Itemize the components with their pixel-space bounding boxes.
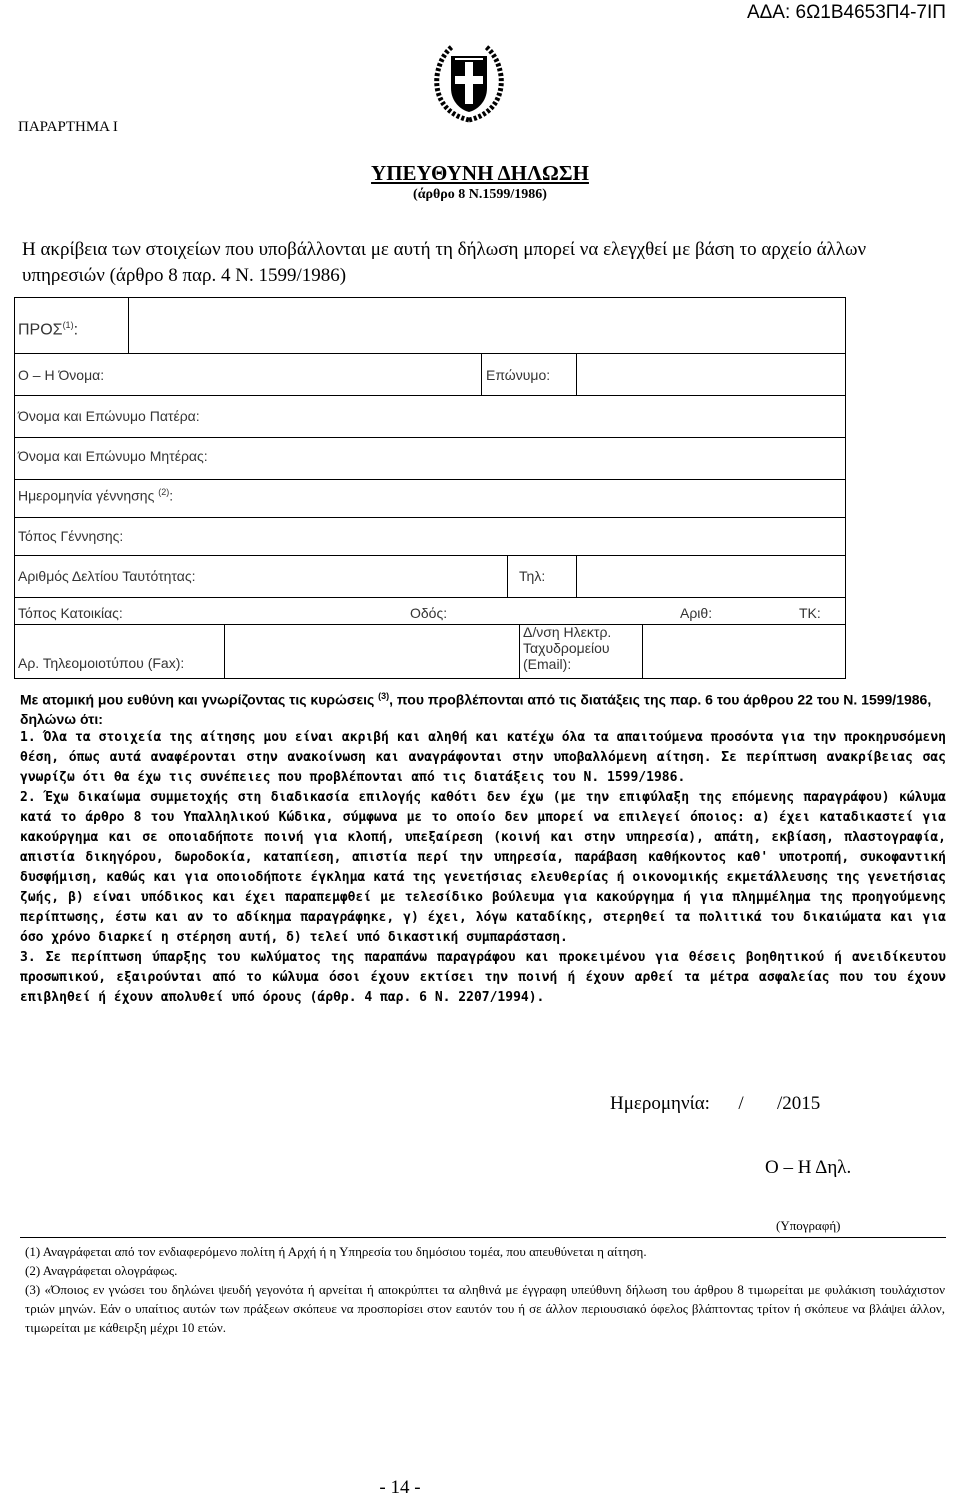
footnote-3: (3) «Όποιος εν γνώσει του δηλώνει ψευδή γεγονότα ή αρνείται ή αποκρύπτει τα αληθινά με έγγραφη υπεύθυνη δήλωση του άρθρου 8 τιμωρείται με φυλάκιση τουλάχιστον τριών μηνών. Εάν ο υπαίτιος αυτών των πράξεων σκόπευε να προσπορίσει στον εαυτόν του ή σε άλλον περιουσιακό όφελος βλάπτοντας τρίτον ή σκόπευε να βλάψει άλλον, τιμωρείται με κάθειρξη μέχρι 10 ετών.	[25, 1282, 945, 1335]
clause-3: 3. Σε περίπτωση ύπαρξης του κωλύματος της παραπάνω παραγράφου και προκειμένου για θέσεις βοηθητικού ή ανειδίκευτου προσωπικού, εξαιρούνται από το κώλυμα όσοι έχουν εκτίσει την ποινή ή έχουν αρθεί τα μέτρα ασφαλείας που του έχουν επιβληθεί ή έχουν απολυθεί υπό όρους (άρθρ. 4 παρ. 6 Ν. 2207/1994).	[20, 950, 946, 1005]
signature-date: Ημερομηνία: / /2015	[610, 1093, 821, 1114]
intro-text: Η ακρίβεια των στοιχείων που υποβάλλονται με αυτή τη δήλωση μπορεί να ελεγχθεί με βάση το αρχείο άλλων υπηρεσιών (άρθρο 8 παρ. 4 Ν. 1599/1986)	[22, 239, 867, 286]
form-line	[14, 517, 846, 518]
declarant-label: Ο – Η Δηλ.	[765, 1157, 852, 1178]
footnote-2: (2) Αναγράφεται ολογράφως.	[25, 1263, 178, 1278]
birthdate-label: Ημερομηνία γέννησης $^{(2)}$:	[18, 487, 174, 504]
form-line	[14, 437, 846, 438]
clause-1: 1. Όλα τα στοιχεία της αίτησης μου είναι ακριβή και αληθή και κατέχω όλα τα απαιτούμενα προσόντα για την προκηρυσόμενη θέση, όπως αυτά αναφέρονται στην ανακοίνωση και αναγράφονται στην υποβαλλόμενη αίτηση. Σε περίπτωση ανακρίβειας σας γνωρίζω ότι θα έχω τις συνέπειες που προβλέπονται από τις διατάξεις του Ν. 1599/1986.	[20, 730, 946, 785]
footnotes-divider	[20, 1237, 946, 1238]
street-number-label: Αριθ:	[680, 605, 713, 621]
to-label: ΠΡΟΣ$^{(1)}$:	[18, 320, 79, 339]
email-label: Δ/νση Ηλεκτρ. Ταχυδρομείου (Email):	[523, 624, 612, 672]
form-line	[14, 678, 846, 679]
document-subtitle: (άρθρο 8 Ν.1599/1986)	[413, 187, 547, 202]
id-number-label: Αριθμός Δελτίου Ταυτότητας:	[18, 568, 196, 584]
declaration-clauses	[20, 728, 946, 1008]
greek-coat-of-arms-icon	[431, 40, 507, 124]
father-name-label: Όνομα και Επώνυμο Πατέρα:	[18, 408, 200, 424]
form-line	[845, 297, 846, 679]
residence-label: Τόπος Κατοικίας:	[18, 605, 123, 621]
form-line	[14, 597, 846, 598]
page-number: - 14 -	[379, 1477, 421, 1498]
footnotes	[25, 1242, 945, 1337]
name-label: Ο – Η Όνομα:	[18, 367, 105, 383]
ada-code: ΑΔΑ: 6Ω1Β4653Π4-7ΙΠ	[746, 2, 946, 23]
signature-caption: (Υπογραφή)	[776, 1218, 841, 1233]
form-line	[519, 624, 520, 678]
form-line	[507, 555, 508, 597]
form-line	[576, 353, 577, 395]
form-line	[14, 395, 846, 396]
declaration-statement: Με ατομική μου ευθύνη και γνωρίζοντας τις κυρώσεις $^{(3)}$, που προβλέπονται από τις διατάξεις της παρ. 6 του άρθρου 22 του Ν. 1599/1986, δηλώνω ότι:	[20, 691, 932, 727]
form-line	[14, 479, 846, 480]
annex-label: ΠΑΡΑΡΤΗΜΑ Ι	[18, 119, 118, 135]
form-line	[642, 624, 643, 678]
mother-name-label: Όνομα και Επώνυμο Μητέρας:	[18, 448, 208, 464]
phone-label: Τηλ:	[519, 568, 546, 584]
form-line	[14, 353, 846, 354]
surname-label: Επώνυμο:	[486, 367, 551, 383]
form-line	[481, 353, 482, 395]
clause-2: 2. Έχω δικαίωμα συμμετοχής στη διαδικασία επιλογής καθότι δεν έχω (με την επιφύλαξη της επόμενης παραγράφου) κώλυμα κατά το άρθρο 8 του Υπαλληλικού Κώδικα, σύμφωνα με το οποίο δεν μπορεί να επιλεγεί όποιος: α) έχει καταδικαστεί για κακούργημα και σε οποιαδήποτε ποινή για κλοπή, υπεξαίρεση (κοινή και στην υπηρεσία), απάτη, εκβίαση, πλαστογραφία, απιστία δικηγόρου, δωροδοκία, καταπίεση, απιστία περί την υπηρεσία, παράβαση καθήκοντος καθ' υποτροπή, συκοφαντική δυσφήμιση, καθώς και για οποιοδήποτε έγκλημα κατά της γενετήσιας ελευθερίας ή οικονομικής εκμετάλλευσης της γενετήσιας ζωής, β) είναι υπόδικος και έχει παραπεμφθεί με τελεσίδικο βούλευμα για κακούργημα ή για πλημμέλημα της προηγούμενης περίπτωσης, έστω και αν το αδίκημα παραγράφηκε, γ) έχει, λόγω καταδίκης, στερηθεί τα πολιτικά του δικαιώματα και για όσο χρόνο διαρκεί η στέρηση αυτή, δ) τελεί υπό δικαστική συμπαράσταση.	[20, 790, 946, 945]
document-title: ΥΠΕΥΘΥΝΗ ΔΗΛΩΣΗ	[371, 161, 589, 185]
declaration-form	[14, 297, 846, 679]
form-line	[14, 297, 15, 679]
footnote-1: (1) Αναγράφεται από τον ενδιαφερόμενο πολίτη ή Αρχή ή η Υπηρεσία του δημόσιου τομέα, που απευθύνεται η αίτηση.	[25, 1244, 647, 1259]
birthplace-label: Τόπος Γέννησης:	[18, 528, 124, 544]
street-label: Οδός:	[410, 605, 448, 621]
form-line	[224, 624, 225, 678]
form-line	[14, 624, 846, 625]
zip-code-label: ΤΚ:	[799, 605, 821, 621]
fax-label: Αρ. Τηλεομοιοτύπου (Fax):	[18, 655, 185, 671]
form-line	[128, 297, 129, 353]
form-line	[14, 297, 846, 298]
form-line	[576, 555, 577, 597]
form-line	[14, 555, 846, 556]
